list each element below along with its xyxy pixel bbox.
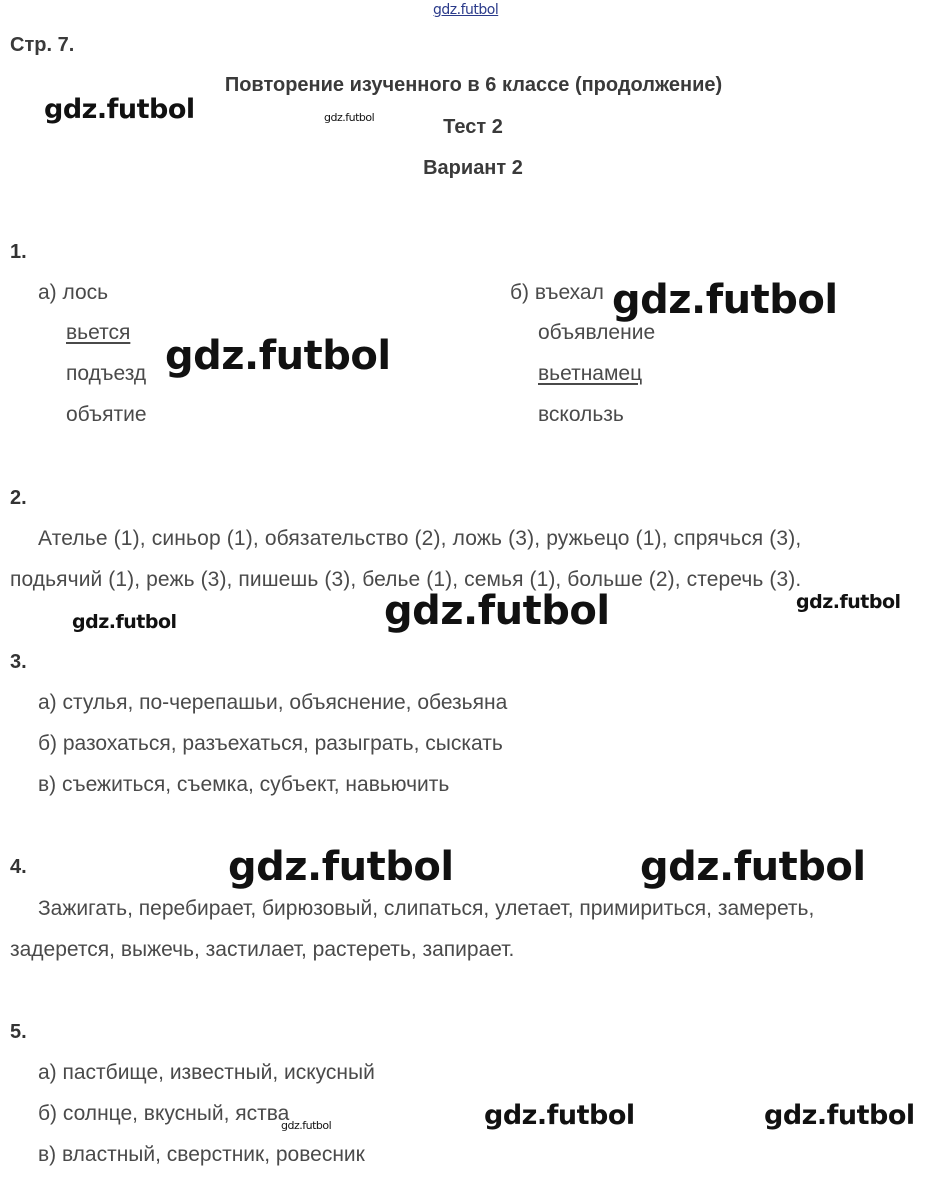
task-5c-line: в) властный, сверстник, ровесник [38,1143,365,1166]
task-1b-item: б) въехал [510,281,604,304]
watermark: gdz.futbol [612,277,838,323]
task-4-line: задерется, выжечь, застилает, растереть, запирает. [10,938,515,961]
task-1b-item: объявление [538,321,656,344]
task-2-line: подьячий (1), режь (3), пишешь (3), белье (1), семья (1), больше (2), стеречь (3). [10,568,802,591]
task-5b-line: б) солнце, вкусный, яства [38,1102,290,1125]
task-3b-line: б) разохаться, разъехаться, разыграть, сыскать [38,732,503,755]
task-2-number: 2. [10,487,27,509]
page-label: Стр. 7. [10,34,75,56]
test-title: Тест 2 [443,116,503,138]
watermark: gdz.futbol [165,333,391,379]
watermark: gdz.futbol [796,591,901,613]
variant-title: Вариант 2 [423,157,523,179]
task-3a-line: а) стулья, по-черепашьи, объяснение, обезьяна [38,691,508,714]
task-1b-item: вьетнамец [538,362,643,385]
task-3-number: 3. [10,651,27,673]
task-1a-item: объятие [66,403,147,426]
task-1-number: 1. [10,241,27,263]
watermark: gdz.futbol [484,1100,635,1131]
watermark: gdz.futbol [228,844,454,890]
watermark: gdz.futbol [433,2,499,18]
task-1a-item: а) лось [38,281,109,304]
watermark: gdz.futbol [44,94,195,125]
task-5a-line: а) пастбище, известный, искусный [38,1061,375,1084]
watermark: gdz.futbol [640,844,866,890]
page-title: Повторение изученного в 6 классе (продолжение) [224,74,723,96]
task-2-line: Ателье (1), синьор (1), обязательство (2), ложь (3), ружьецо (1), спрячься (3), [38,527,802,550]
task-3c-line: в) съежиться, съемка, субъект, навьючить [38,773,450,796]
task-4-line: Зажигать, перебирает, бирюзовый, слипаться, улетает, примириться, замереть, [38,897,815,920]
watermark: gdz.futbol [324,111,375,124]
watermark: gdz.futbol [72,611,177,633]
task-1a-item: вьется [66,321,131,344]
task-5-number: 5. [10,1021,27,1043]
task-1b-item: вскользь [538,403,624,426]
task-4-number: 4. [10,856,27,878]
watermark: gdz.futbol [384,588,610,634]
watermark: gdz.futbol [281,1119,332,1132]
watermark: gdz.futbol [764,1100,915,1131]
task-1a-item: подъезд [66,362,147,385]
